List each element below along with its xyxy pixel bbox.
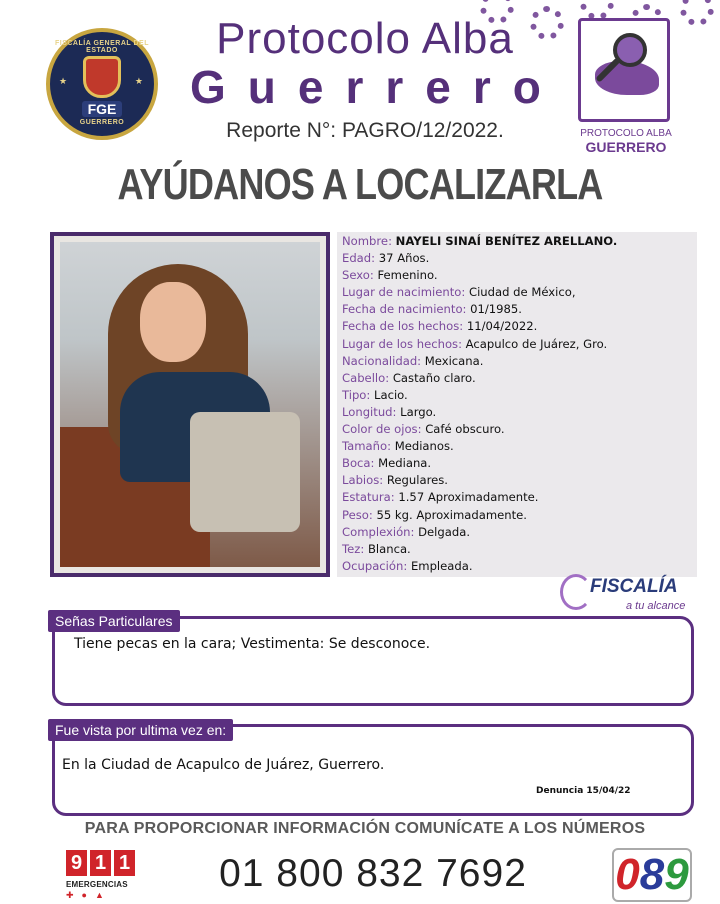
- detail-value: Largo.: [400, 404, 437, 419]
- fiscalia-tagline: a tu alcance: [626, 600, 686, 612]
- person-details: [337, 232, 697, 577]
- detail-row: [342, 318, 692, 335]
- detail-row: [342, 404, 692, 421]
- detail-row: [342, 455, 692, 472]
- emergency-digit: 1: [90, 850, 111, 876]
- last-seen-label: Fue vista por ultima vez en:: [48, 719, 233, 741]
- detail-value: Café obscuro.: [425, 422, 505, 437]
- detail-row: [342, 507, 692, 524]
- detail-value: 01/1985.: [470, 302, 522, 317]
- detail-row: [342, 336, 692, 353]
- detail-value: Castaño claro.: [392, 370, 476, 385]
- detail-value: Blanca.: [367, 541, 411, 556]
- title-line1: Protocolo Alba: [216, 14, 514, 63]
- detail-value: Ciudad de México,: [468, 285, 576, 300]
- detail-label: Tipo:: [342, 387, 371, 402]
- detail-value: Mexicana.: [424, 353, 484, 368]
- detail-value: Acapulco de Juárez, Gro.: [465, 336, 608, 351]
- denuncia-date: Denuncia 15/04/22: [536, 786, 631, 796]
- detail-value: Medianos.: [394, 439, 454, 454]
- last-seen-text: En la Ciudad de Acapulco de Juárez, Guerrero.: [62, 757, 385, 773]
- detail-label: Cabello:: [342, 370, 390, 385]
- detail-label: Ocupación:: [342, 558, 408, 573]
- alba-caption: PROTOCOLO ALBA GUERRERO: [580, 128, 672, 155]
- detail-value: Delgada.: [418, 524, 471, 539]
- detail-row: [342, 524, 692, 541]
- seal-abbr: FGE: [82, 101, 123, 117]
- detail-label: Color de ojos:: [342, 422, 422, 437]
- seal-ring-top: FISCALÍA GENERAL DEL ESTADO: [54, 40, 149, 54]
- detail-value: Regulares.: [386, 473, 448, 488]
- detail-row: [342, 387, 692, 404]
- seal-ring-bottom: GUERRERO: [79, 119, 125, 126]
- title-line2: Guerrero: [190, 61, 563, 113]
- detail-value: Empleada.: [410, 558, 473, 573]
- detail-value: Femenino.: [377, 268, 438, 283]
- detail-row: [342, 438, 692, 455]
- emergency-digit: 9: [66, 850, 87, 876]
- detail-row: [342, 489, 692, 506]
- phone-number: 01 800 832 7692: [219, 852, 527, 895]
- detail-value: Mediana.: [378, 456, 432, 471]
- detail-value: Lacio.: [374, 387, 408, 402]
- detail-label: Sexo:: [342, 268, 374, 283]
- detail-label: Lugar de nacimiento:: [342, 285, 466, 300]
- detail-label: Boca:: [342, 456, 375, 471]
- detail-label: Peso:: [342, 507, 373, 522]
- detail-row: [342, 267, 692, 284]
- emergency-digit: 1: [114, 850, 135, 876]
- call-to-action: PARA PROPORCIONAR INFORMACIÓN COMUNÍCATE A LOS NÚMEROS: [84, 820, 646, 837]
- detail-label: Edad:: [342, 251, 376, 266]
- detail-value: 1.57 Aproximadamente.: [398, 490, 539, 505]
- detail-row: [342, 541, 692, 558]
- detail-label: Tez:: [342, 541, 365, 556]
- detail-value: 55 kg. Aproximadamente.: [376, 507, 527, 522]
- protocolo-alba-logo: [578, 18, 674, 130]
- detail-row: [342, 370, 692, 387]
- hotline-089-badge: 0 8 9: [612, 848, 692, 902]
- senas-label: Señas Particulares: [48, 610, 180, 632]
- report-number: Reporte N°: PAGRO/12/2022.: [226, 119, 504, 142]
- detail-row: [342, 421, 692, 438]
- detail-label: Estatura:: [342, 490, 395, 505]
- detail-row: [342, 472, 692, 489]
- detail-value: 11/04/2022.: [466, 319, 538, 334]
- detail-label: Labios:: [342, 473, 384, 488]
- swirl-icon: [560, 574, 592, 610]
- fiscalia-brand: FISCALÍA: [590, 576, 678, 597]
- detail-row: [342, 233, 692, 250]
- headline: AYÚDANOS A LOCALIZARLA: [117, 160, 603, 209]
- fiscalia-logo: [560, 570, 700, 616]
- emergency-911-badge: [66, 850, 138, 904]
- detail-label: Complexión:: [342, 524, 415, 539]
- detail-value: NAYELI SINAÍ BENÍTEZ ARELLANO.: [395, 234, 618, 248]
- detail-label: Lugar de los hechos:: [342, 336, 462, 351]
- detail-label: Tamaño:: [342, 439, 392, 454]
- missing-person-photo: [50, 232, 330, 577]
- detail-label: Longitud:: [342, 404, 397, 419]
- detail-value: 37 Años.: [378, 251, 430, 266]
- detail-row: [342, 284, 692, 301]
- emergency-services-icon: ✚●▲: [66, 890, 112, 900]
- detail-label: Fecha de nacimiento:: [342, 302, 467, 317]
- detail-label: Nombre:: [342, 234, 392, 248]
- detail-row: [342, 353, 692, 370]
- detail-row: [342, 250, 692, 267]
- fge-seal-logo: FISCALÍA GENERAL DEL ESTADO ★ ★ FGE GUERRERO: [46, 28, 158, 140]
- senas-text: Tiene pecas en la cara; Vestimenta: Se desconoce.: [74, 636, 431, 652]
- detail-label: Fecha de los hechos:: [342, 319, 464, 334]
- detail-label: Nacionalidad:: [342, 353, 422, 368]
- emergency-label: EMERGENCIAS: [66, 880, 128, 889]
- detail-row: [342, 301, 692, 318]
